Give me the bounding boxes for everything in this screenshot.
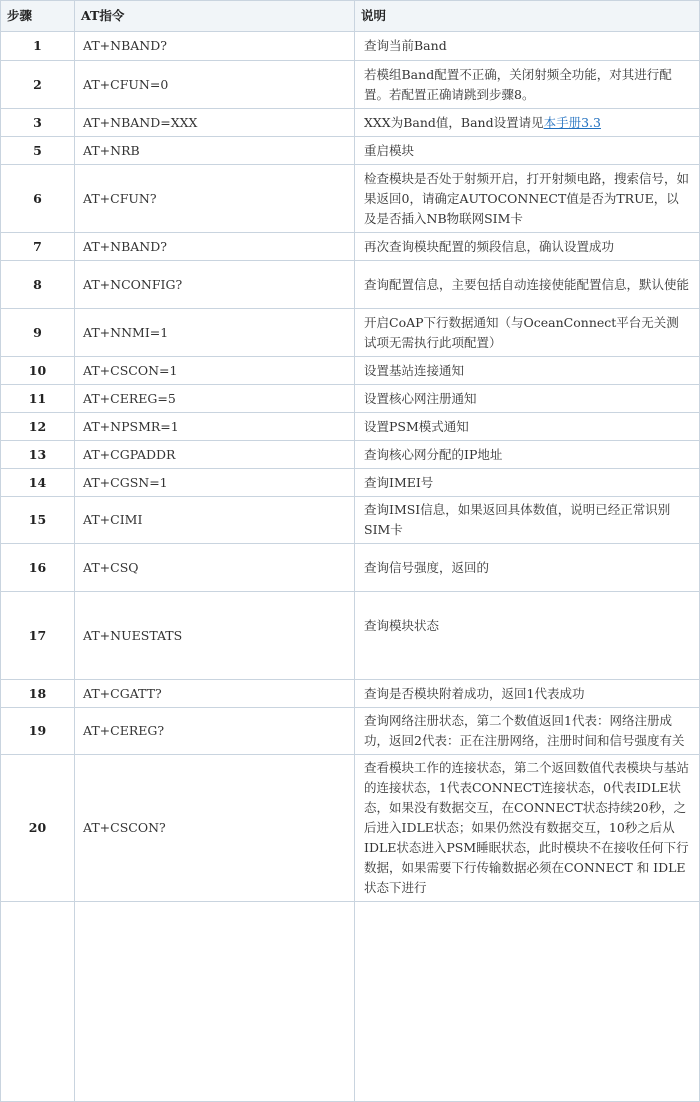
at-command: AT+NCONFIG? xyxy=(75,261,355,309)
step-number: 9 xyxy=(1,309,75,357)
description-text: 查询信号强度，返回的 xyxy=(364,559,490,575)
header-row xyxy=(1,1,700,32)
step-number: 20 xyxy=(1,755,75,902)
table-row xyxy=(1,61,700,109)
at-command: AT+CGPADDR xyxy=(75,441,355,469)
description-cell xyxy=(355,357,700,385)
table-row xyxy=(1,544,700,592)
at-command: AT+CIMI xyxy=(75,497,355,544)
step-number: 18 xyxy=(1,680,75,708)
description-text: 查询网络注册状态，第二个数值返回1代表：网络注册成功，返回2代表：正在注册网络，注册时间和信号强度有关 xyxy=(364,713,685,748)
step-number: 12 xyxy=(1,413,75,441)
at-command: AT+NPSMR=1 xyxy=(75,413,355,441)
step-number: 15 xyxy=(1,497,75,544)
description-text: 查看模块工作的连接状态，第二个返回数值代表模块与基站的连接状态，1代表CONNECT连接状态，0代表IDLE状态，如果没有数据交互，在CONNECT状态持续20秒，之后进入IDLE状态；如果仍然没有数据交互，10秒之后从IDLE状态进入PSM睡眠状态，此时模块不在接收任何下行数据，如果需要下行传输数据必须在CONNECT 和 IDLE状态下进行 xyxy=(364,760,690,895)
at-command: AT+NNMI=1 xyxy=(75,309,355,357)
step-number: 1 xyxy=(1,32,75,61)
description-cell xyxy=(355,544,700,592)
description-cell xyxy=(355,680,700,708)
description-text: 检查模块是否处于射频开启，打开射频电路，搜索信号，如果返回0，请确定AUTOCONNECT值是否为TRUE，以及是否插入NB物联网SIM卡 xyxy=(364,170,690,226)
header-step: 步骤 xyxy=(1,1,75,32)
table-row xyxy=(1,261,700,309)
description-text: 查询核心网分配的IP地址 xyxy=(364,446,503,462)
description-cell xyxy=(355,902,700,1102)
description-text: 设置核心网注册通知 xyxy=(364,390,477,406)
description-text: 查询配置信息，主要包括自动连接使能配置信息，默认使能 xyxy=(364,276,690,292)
description-text: 若模组Band配置不正确，关闭射频全功能，对其进行配置。若配置正确请跳到步骤8。 xyxy=(364,66,672,102)
table-row xyxy=(1,32,700,61)
description-text: 开启CoAP下行数据通知（与OceanConnect平台无关测试项无需执行此项配置） xyxy=(364,314,679,350)
table-row xyxy=(1,497,700,544)
description-cell xyxy=(355,309,700,357)
at-command: AT+CFUN? xyxy=(75,165,355,233)
description-cell xyxy=(355,497,700,544)
step-number: 19 xyxy=(1,708,75,755)
step-number: 13 xyxy=(1,441,75,469)
description-cell xyxy=(355,137,700,165)
description-text: 查询模块状态 xyxy=(364,617,440,633)
at-command: AT+CSQ xyxy=(75,544,355,592)
step-number xyxy=(1,902,75,1102)
table-row xyxy=(1,413,700,441)
description-cell xyxy=(355,385,700,413)
table-row xyxy=(1,755,700,902)
description-cell xyxy=(355,441,700,469)
step-number: 7 xyxy=(1,233,75,261)
description-cell xyxy=(355,469,700,497)
at-command: AT+CEREG=5 xyxy=(75,385,355,413)
table-row xyxy=(1,233,700,261)
description-text: 设置PSM模式通知 xyxy=(364,418,469,434)
at-command: AT+CEREG? xyxy=(75,708,355,755)
table-row xyxy=(1,469,700,497)
description-cell xyxy=(355,109,700,137)
at-command: AT+CSCON=1 xyxy=(75,357,355,385)
header-command: AT指令 xyxy=(75,1,355,32)
description-cell xyxy=(355,61,700,109)
description-cell xyxy=(355,165,700,233)
step-number: 6 xyxy=(1,165,75,233)
description-text: 查询IMSI信息，如果返回具体数值，说明已经正常识别SIM卡 xyxy=(364,502,671,537)
description-cell xyxy=(355,755,700,902)
manual-section-link[interactable]: 本手册3.3 xyxy=(543,114,601,130)
description-text: XXX为Band值，Band设置请见 xyxy=(364,114,544,130)
step-number: 2 xyxy=(1,61,75,109)
description-cell xyxy=(355,261,700,309)
description-text: 重启模块 xyxy=(364,142,415,158)
step-number: 14 xyxy=(1,469,75,497)
description-cell xyxy=(355,708,700,755)
table-row xyxy=(1,902,700,1102)
step-number: 16 xyxy=(1,544,75,592)
step-number: 17 xyxy=(1,592,75,680)
description-cell xyxy=(355,32,700,61)
step-number: 10 xyxy=(1,357,75,385)
at-command: AT+CGATT? xyxy=(75,680,355,708)
at-command xyxy=(75,902,355,1102)
at-command: AT+NRB xyxy=(75,137,355,165)
table-row xyxy=(1,708,700,755)
table-row xyxy=(1,385,700,413)
step-number: 3 xyxy=(1,109,75,137)
description-text: 查询当前Band xyxy=(364,38,447,53)
description-text: 再次查询模块配置的频段信息，确认设置成功 xyxy=(364,238,615,254)
table-row xyxy=(1,165,700,233)
description-text: 设置基站连接通知 xyxy=(364,362,465,378)
at-command: AT+NUESTATS xyxy=(75,592,355,680)
description-cell xyxy=(355,233,700,261)
description-text: 查询是否模块附着成功，返回1代表成功 xyxy=(364,685,585,701)
table-row xyxy=(1,109,700,137)
table-row xyxy=(1,137,700,165)
table-row xyxy=(1,357,700,385)
at-command: AT+NBAND? xyxy=(75,32,355,61)
step-number: 8 xyxy=(1,261,75,309)
description-text: 查询IMEI号 xyxy=(364,474,434,490)
at-command: AT+NBAND=XXX xyxy=(75,109,355,137)
at-command: AT+NBAND? xyxy=(75,233,355,261)
table-row xyxy=(1,309,700,357)
table-row xyxy=(1,592,700,680)
description-cell xyxy=(355,592,700,680)
table-row xyxy=(1,441,700,469)
at-command: AT+CGSN=1 xyxy=(75,469,355,497)
table-row xyxy=(1,680,700,708)
step-number: 5 xyxy=(1,137,75,165)
header-description: 说明 xyxy=(355,1,700,32)
step-number: 11 xyxy=(1,385,75,413)
at-command: AT+CFUN=0 xyxy=(75,61,355,109)
description-cell xyxy=(355,413,700,441)
at-command: AT+CSCON? xyxy=(75,755,355,902)
